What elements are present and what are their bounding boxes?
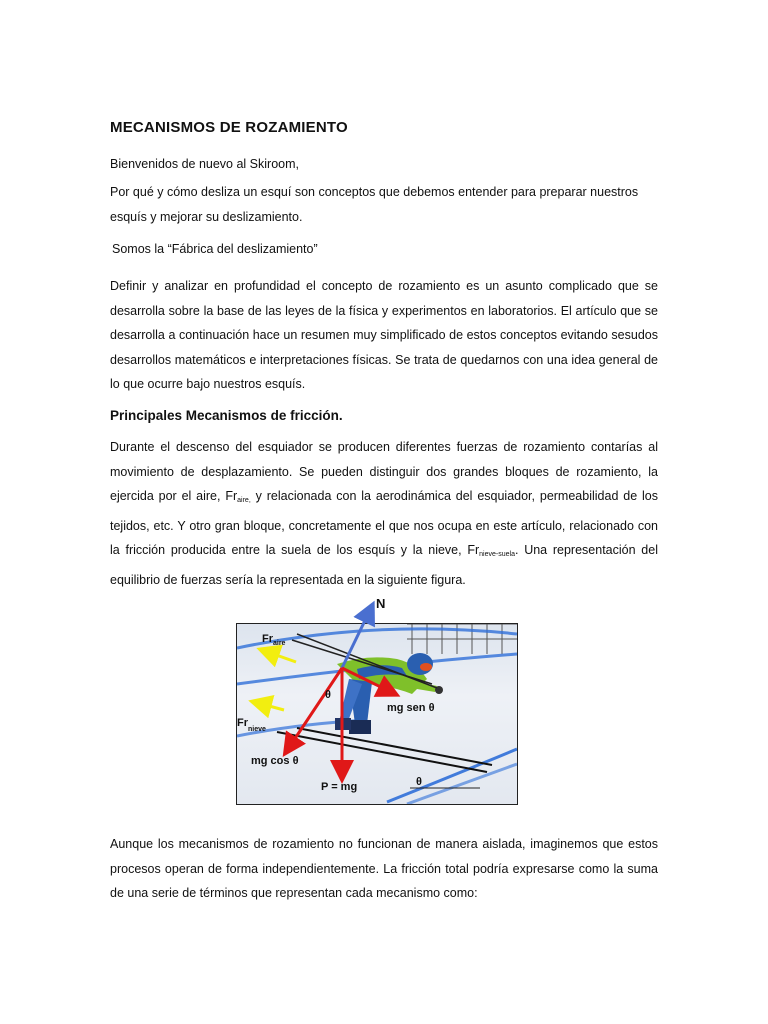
intro-line-2: esquís y mejorar su deslizamiento.: [110, 210, 303, 224]
normal-force-arrow: [342, 606, 372, 668]
label-fr-nieve: $Fr_{nieve}$: [237, 717, 266, 733]
forces-paragraph-part2: y relacionada con la aerodinámica del esquiador, permeabilidad de los tejidos, etc. Y otro gran bloque, concretamente el que nos ocupa en este artículo, relacionado con la fricción producida entre la suela de los esquís y la nieve, Fr: [110, 489, 659, 557]
mg-sen-arrow: [342, 668, 395, 694]
fr-aire-subscript: aire,: [237, 497, 251, 504]
label-fr-aire: $Fr_{aire}$: [262, 633, 286, 647]
label-theta-top: θ: [325, 689, 331, 701]
label-p-mg: P = mg: [321, 781, 358, 793]
label-theta-bottom: θ: [416, 776, 422, 788]
forces-paragraph-part1: Durante el descenso del esquiador se producen diferentes fuerzas de rozamiento contarías al movimiento de desplazamiento. Se pueden distinguir dos grandes bloques de rozamiento, la ejercida por el aire, Fr: [110, 440, 658, 503]
force-diagram-figure: [232, 592, 524, 808]
forces-paragraph: [110, 435, 658, 592]
mechanisms-paragraph: Aunque los mecanismos de rozamiento no funcionan de manera aislada, imaginemos que estos procesos operan de forma independientemente. La fricción total podría expresarse como la suma de una serie de términos que representan cada mecanismo como:: [110, 837, 658, 900]
intro-paragraph: Definir y analizar en profundidad el concepto de rozamiento es un asunto complicado que se desarrolla sobre la base de las leyes de la física y experimentos en laboratorios. El artículo que se desarrolla a continuación hace un resumen muy simplificado de estos conceptos evitando sesudos desarrollos matemáticos e interpretaciones físicas. Se trata de quedarnos con una idea general de lo que ocurre bajo nuestros esquís.: [110, 279, 658, 391]
label-mg-cos: mg cos θ: [251, 755, 299, 767]
forces-paragraph-part3: . Una representación del equilibrio de fuerzas sería la representada en la siguiente figura.: [110, 543, 658, 587]
label-mg-sen: mg sen θ: [387, 702, 435, 714]
air-friction-arrow: [262, 650, 296, 662]
section-heading: Principales Mecanismos de fricción.: [110, 408, 343, 423]
snow-friction-arrow: [254, 702, 284, 710]
tagline-text: Somos la “Fábrica del deslizamiento”: [112, 242, 318, 256]
mg-cos-arrow: [286, 668, 342, 752]
intro-line-1: Por qué y cómo desliza un esquí son conceptos que debemos entender para preparar nuestros: [110, 185, 639, 199]
label-n: N: [376, 596, 386, 611]
greeting-text: Bienvenidos de nuevo al Skiroom,: [110, 157, 300, 171]
fr-nieve-suela-subscript: nieve-suela: [479, 551, 515, 558]
document-title: MECANISMOS DE ROZAMIENTO: [110, 119, 348, 136]
force-vectors: [232, 592, 524, 808]
